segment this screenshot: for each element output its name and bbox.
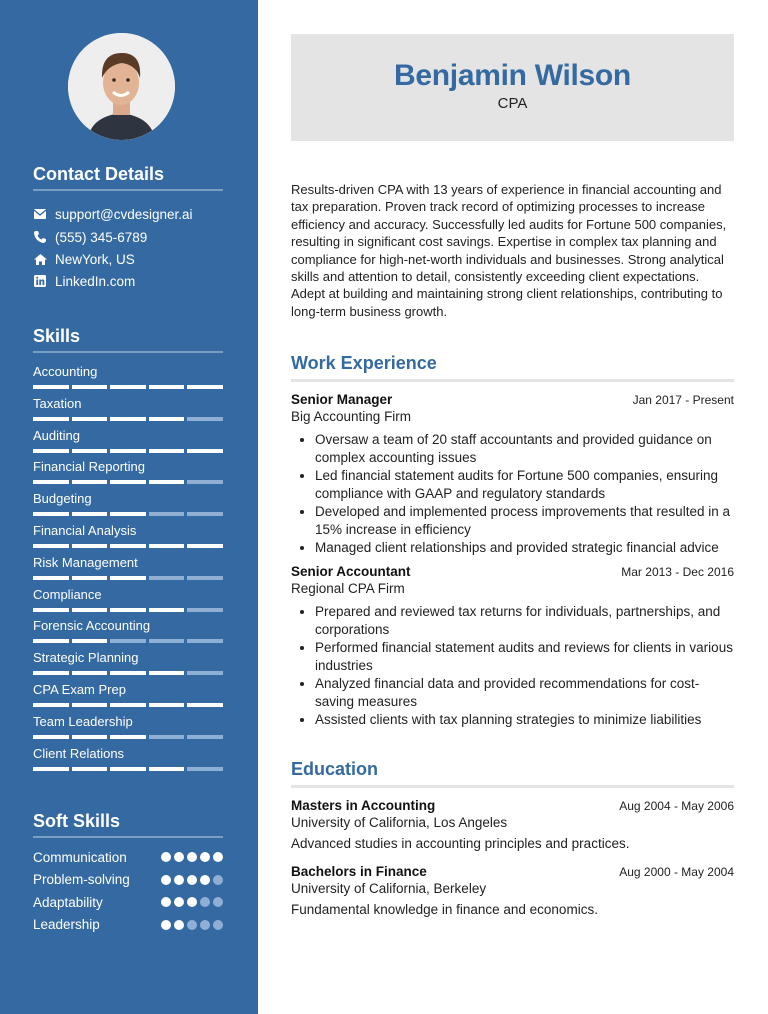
skill-level-bar (33, 608, 223, 612)
contact-location-text: NewYork, US (55, 251, 135, 267)
education-description: Fundamental knowledge in finance and economics. (291, 902, 598, 917)
degree-title: Masters in Accounting (291, 798, 436, 813)
rating-dot (161, 920, 171, 930)
skill-level-segment (110, 767, 146, 771)
rating-dot (174, 897, 184, 907)
education-entry (291, 798, 734, 851)
skill-level-segment (72, 417, 108, 421)
contact-linkedin[interactable] (33, 271, 135, 291)
soft-skill-rating (161, 852, 223, 862)
skill-level-segment (187, 385, 223, 389)
soft-skill-rating (161, 897, 223, 907)
skill-level-segment (149, 480, 185, 484)
skill-name: Risk Management (33, 554, 138, 570)
school-name: University of California, Los Angeles (291, 815, 508, 830)
skill-level-segment (149, 544, 185, 548)
skill-level-segment (72, 480, 108, 484)
skill-item (33, 746, 223, 771)
job-date: Jan 2017 - Present (632, 393, 734, 407)
school-name: University of California, Berkeley (291, 881, 487, 896)
skill-level-segment (33, 735, 69, 739)
skill-level-bar (33, 385, 223, 389)
skill-level-segment (187, 671, 223, 675)
job-bullet: • Led financial statement audits for Fortune 500 companies, ensuring compliance with GAAP and regulatory standards (315, 467, 734, 502)
education-date: Aug 2000 - May 2004 (619, 865, 734, 879)
soft-skill-name: Communication (33, 849, 127, 865)
rating-dot (174, 875, 184, 885)
skill-level-segment (33, 576, 69, 580)
skill-level-segment (149, 512, 185, 516)
job-bullet: • Managed client relationships and provided strategic financial advice (315, 539, 734, 557)
rating-dot (161, 875, 171, 885)
job-bullet: • Performed financial statement audits and reviews for clients in various industries (315, 639, 734, 674)
education-description: Advanced studies in accounting principles and practices. (291, 836, 630, 851)
skill-level-segment (72, 512, 108, 516)
rating-dot (200, 920, 210, 930)
rating-dot (200, 852, 210, 862)
rating-dot (174, 920, 184, 930)
skill-name: Forensic Accounting (33, 618, 151, 634)
skill-level-bar (33, 544, 223, 548)
skill-item (33, 364, 223, 389)
skill-level-segment (72, 608, 108, 612)
phone-icon (33, 230, 47, 244)
rating-dot (213, 920, 223, 930)
job-company: Regional CPA Firm (291, 581, 405, 596)
rating-dot (187, 897, 197, 907)
skill-level-bar (33, 735, 223, 739)
rating-dot (213, 875, 223, 885)
skills-divider (33, 351, 223, 353)
skill-name: CPA Exam Prep (33, 682, 126, 697)
rating-dot (200, 875, 210, 885)
skill-item (33, 618, 223, 643)
contact-section-title: Contact Details (33, 164, 165, 184)
skill-level-segment (149, 671, 185, 675)
soft-skill-item (33, 916, 223, 934)
skill-level-segment (72, 544, 108, 548)
job-title: Senior Accountant (291, 564, 411, 579)
work-section-title: Work Experience (291, 353, 437, 373)
skill-level-bar (33, 449, 223, 453)
name-header (291, 34, 734, 141)
rating-dot (161, 897, 171, 907)
job-bullet: • Analyzed financial data and provided recommendations for cost-saving measures (315, 675, 734, 710)
rating-dot (161, 852, 171, 862)
skill-level-segment (187, 703, 223, 707)
skill-item (33, 523, 223, 548)
profile-summary: Results-driven CPA with 13 years of experience in financial accounting and tax preparation. Proven track record of optimizing processes to increase efficiency and accuracy. Successfully led audits for Fortune 500 companies, resulting in significant cost savings. Expertise in complex tax planning and compliance for high-net-worth individuals and businesses. Strong analytical skills and attention to detail, consistently exceeding client expectations. Adept at building and maintaining strong client relationships, contributing to long-term business growth. (291, 182, 727, 319)
skill-item (33, 459, 223, 484)
contact-phone-text: (555) 345-6789 (55, 229, 148, 245)
skill-level-segment (110, 512, 146, 516)
soft-skill-name: Problem-solving (33, 872, 130, 887)
skill-item (33, 396, 223, 421)
education-divider (291, 785, 734, 788)
rating-dot (213, 897, 223, 907)
envelope-icon (33, 207, 47, 221)
job-bullets (291, 431, 734, 557)
job-bullet: • Oversaw a team of 20 staff accountants and provided guidance on complex accounting issues (315, 431, 734, 466)
skill-level-segment (33, 703, 69, 707)
skill-level-segment (33, 671, 69, 675)
skill-level-segment (72, 767, 108, 771)
skill-level-bar (33, 703, 223, 707)
skill-level-segment (187, 767, 223, 771)
profile-photo (68, 33, 175, 140)
job-bullet: • Assisted clients with tax planning strategies to minimize liabilities (315, 711, 734, 729)
skill-level-segment (72, 671, 108, 675)
skill-level-segment (72, 576, 108, 580)
skill-level-segment (33, 639, 69, 643)
skill-name: Budgeting (33, 491, 92, 507)
skill-item (33, 650, 223, 675)
soft-skill-item (33, 848, 223, 866)
skill-level-segment (110, 480, 146, 484)
skill-level-segment (149, 767, 185, 771)
skill-level-segment (110, 544, 146, 548)
skills-section-title: Skills (33, 326, 81, 346)
skill-level-segment (187, 512, 223, 516)
contact-phone[interactable] (33, 227, 147, 247)
skill-level-segment (149, 449, 185, 453)
skill-level-segment (149, 608, 185, 612)
skill-name: Auditing (33, 427, 80, 443)
skill-level-bar (33, 480, 223, 484)
skill-level-segment (110, 671, 146, 675)
skill-name: Accounting (33, 364, 98, 379)
skill-level-bar (33, 671, 223, 675)
skill-name: Team Leadership (33, 713, 133, 729)
skill-level-segment (33, 480, 69, 484)
soft-skill-item (33, 871, 223, 889)
skill-level-segment (149, 735, 185, 739)
skill-level-segment (72, 385, 108, 389)
skill-level-segment (187, 449, 223, 453)
skill-level-segment (149, 703, 185, 707)
rating-dot (187, 852, 197, 862)
skill-level-segment (187, 608, 223, 612)
contact-divider (33, 189, 223, 191)
skill-level-segment (187, 480, 223, 484)
job-bullet: • Developed and implemented process improvements that resulted in a 15% increase in efficiency (315, 503, 734, 538)
soft-skill-name: Leadership (33, 917, 100, 932)
job-bullets (291, 603, 734, 729)
job-bullet: • Prepared and reviewed tax returns for individuals, partnerships, and corporations (315, 603, 734, 638)
rating-dot (213, 852, 223, 862)
skill-level-segment (110, 703, 146, 707)
soft-skills-section-title: Soft Skills (33, 811, 121, 831)
rating-dot (187, 875, 197, 885)
skill-item (33, 682, 223, 707)
skill-item (33, 714, 223, 739)
skill-level-segment (72, 703, 108, 707)
skill-name: Taxation (33, 395, 82, 411)
skill-level-segment (110, 639, 146, 643)
skill-name: Financial Reporting (33, 459, 146, 475)
education-date: Aug 2004 - May 2006 (619, 799, 734, 813)
home-icon (33, 252, 47, 266)
job-entry (291, 392, 734, 558)
skill-name: Financial Analysis (33, 523, 137, 538)
skill-level-segment (110, 735, 146, 739)
sidebar (0, 0, 258, 1014)
skill-level-segment (149, 576, 185, 580)
rating-dot (200, 897, 210, 907)
contact-linkedin-text: LinkedIn.com (55, 273, 136, 289)
contact-location (33, 249, 135, 269)
skill-level-segment (72, 639, 108, 643)
skill-level-segment (187, 735, 223, 739)
skill-item (33, 587, 223, 612)
skill-level-segment (72, 735, 108, 739)
skill-level-segment (110, 576, 146, 580)
skill-level-segment (149, 639, 185, 643)
contact-email-text: support@cvdesigner.ai (55, 206, 193, 222)
soft-skills-divider (33, 836, 223, 838)
skill-name: Strategic Planning (33, 650, 139, 666)
soft-skill-rating (161, 875, 223, 885)
job-entry (291, 564, 734, 730)
rating-dot (187, 920, 197, 930)
candidate-role: CPA (497, 95, 528, 112)
skill-level-segment (33, 512, 69, 516)
skill-level-segment (187, 417, 223, 421)
skill-level-segment (187, 576, 223, 580)
skill-level-segment (33, 417, 69, 421)
soft-skill-name: Adaptability (33, 894, 103, 910)
skill-level-segment (33, 608, 69, 612)
skill-level-bar (33, 767, 223, 771)
skill-item (33, 428, 223, 453)
soft-skill-rating (161, 920, 223, 930)
job-company: Big Accounting Firm (291, 409, 412, 424)
contact-email[interactable] (33, 204, 193, 224)
skill-level-segment (149, 417, 185, 421)
skill-level-segment (110, 385, 146, 389)
skill-level-bar (33, 639, 223, 643)
skill-level-segment (110, 449, 146, 453)
skill-level-bar (33, 417, 223, 421)
degree-title: Bachelors in Finance (291, 864, 427, 879)
skill-level-segment (110, 417, 146, 421)
skill-level-bar (33, 512, 223, 516)
skill-item (33, 555, 223, 580)
job-date: Mar 2013 - Dec 2016 (621, 565, 734, 579)
skill-name: Client Relations (33, 745, 125, 761)
skill-level-segment (33, 385, 69, 389)
skill-level-segment (72, 449, 108, 453)
avatar (68, 33, 175, 140)
education-entry (291, 864, 734, 917)
education-section-title: Education (291, 759, 379, 779)
skill-level-bar (33, 576, 223, 580)
candidate-name: Benjamin Wilson (394, 59, 631, 92)
skill-level-segment (149, 385, 185, 389)
skill-level-segment (187, 544, 223, 548)
linkedin-icon (33, 274, 47, 288)
skill-level-segment (110, 608, 146, 612)
soft-skill-item (33, 893, 223, 911)
skill-name: Compliance (33, 586, 102, 602)
rating-dot (174, 852, 184, 862)
skill-level-segment (33, 449, 69, 453)
skill-level-segment (33, 767, 69, 771)
skill-item (33, 491, 223, 516)
work-divider (291, 379, 734, 382)
job-title: Senior Manager (291, 392, 393, 407)
skill-level-segment (33, 544, 69, 548)
skill-level-segment (187, 639, 223, 643)
